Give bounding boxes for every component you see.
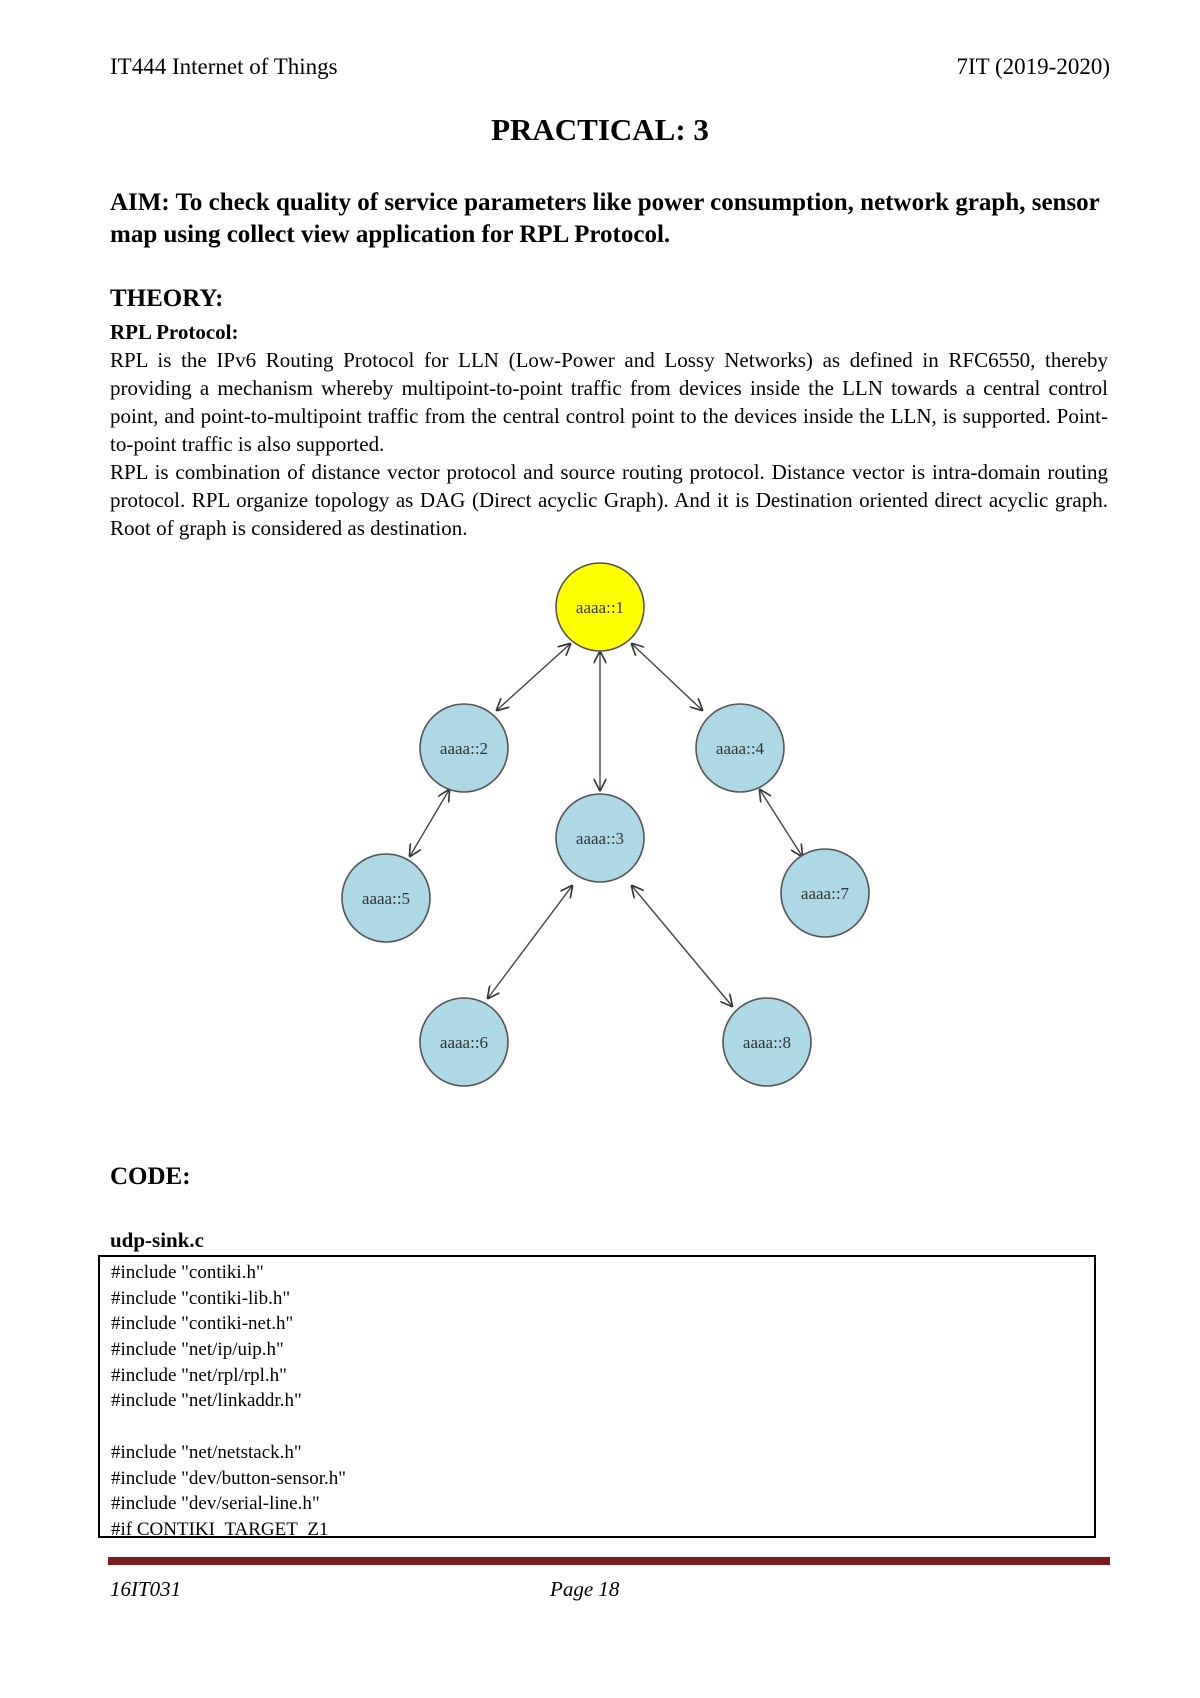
edge-3-8 <box>632 886 732 1006</box>
theory-paragraph-2: RPL is combination of distance vector protocol and source routing protocol. Distance vector is intra-domain routing protocol. RPL organize topology as DAG (Direct acyclic Graph). And it is Destination oriented direct acyclic graph. Root of graph is considered as destination. <box>110 460 1108 540</box>
footer-divider <box>108 1557 1110 1565</box>
footer-student-id: 16IT031 <box>110 1577 182 1601</box>
edge-3-6 <box>488 886 572 998</box>
page-header <box>110 54 1110 88</box>
code-line: #include "contiki.h" <box>111 1262 264 1283</box>
node-5-label: aaaa::5 <box>361 889 411 908</box>
code-line: #include "dev/button-sensor.h" <box>111 1467 347 1489</box>
edge-4-7 <box>760 790 802 856</box>
code-heading: CODE: <box>110 1163 191 1190</box>
page-title: PRACTICAL: 3 <box>491 112 709 147</box>
edge-2-5 <box>410 790 449 856</box>
edge-1-4 <box>632 644 702 710</box>
course-name: IT444 Internet of Things <box>110 54 338 79</box>
code-line: #include "net/rpl/rpl.h" <box>111 1364 287 1386</box>
theory-paragraph-1: RPL is the IPv6 Routing Protocol for LLN (Low-Power and Lossy Networks) as defined in RFC6550, thereby providing a mechanism whereby multipoint-to-point traffic from devices inside the LLN towards a central control point, and point-to-multipoint traffic from the central control point to the devices inside the LLN, is supported. Point-to-point traffic is also supported. <box>110 348 1108 456</box>
code-line: #include "net/ip/uip.h" <box>111 1339 284 1361</box>
node-3-label: aaaa::3 <box>575 829 625 848</box>
code-line: #if CONTIKI_TARGET_Z1 <box>111 1518 329 1540</box>
code-line: #include "contiki-lib.h" <box>111 1287 291 1309</box>
code-file-name: udp-sink.c <box>110 1228 204 1252</box>
edge-1-2 <box>497 644 570 710</box>
node-8-label: aaaa::8 <box>742 1033 792 1052</box>
footer-page-number: Page 18 <box>550 1577 620 1601</box>
node-4-label: aaaa::4 <box>715 739 765 758</box>
code-line: #include "dev/serial-line.h" <box>111 1493 320 1515</box>
theory-heading: THEORY: <box>110 285 224 312</box>
code-line: #include "contiki-net.h" <box>111 1313 294 1335</box>
code-line: #include "net/netstack.h" <box>111 1441 302 1463</box>
rpl-dag-diagram <box>300 550 920 1100</box>
code-line <box>111 1414 1094 1440</box>
node-7-label: aaaa::7 <box>800 884 850 903</box>
code-listing <box>98 1255 1096 1538</box>
academic-term: 7IT (2019-2020) <box>956 54 1110 79</box>
node-1-label: aaaa::1 <box>575 598 625 617</box>
aim-statement: AIM: To check quality of service parameters like power consumption, network graph, sensor map using collect view application for RPL Protocol. <box>110 189 1100 248</box>
node-6-label: aaaa::6 <box>439 1033 489 1052</box>
code-line: #include "net/linkaddr.h" <box>111 1390 302 1412</box>
rpl-subheading: RPL Protocol: <box>110 320 239 344</box>
node-2-label: aaaa::2 <box>439 739 489 758</box>
